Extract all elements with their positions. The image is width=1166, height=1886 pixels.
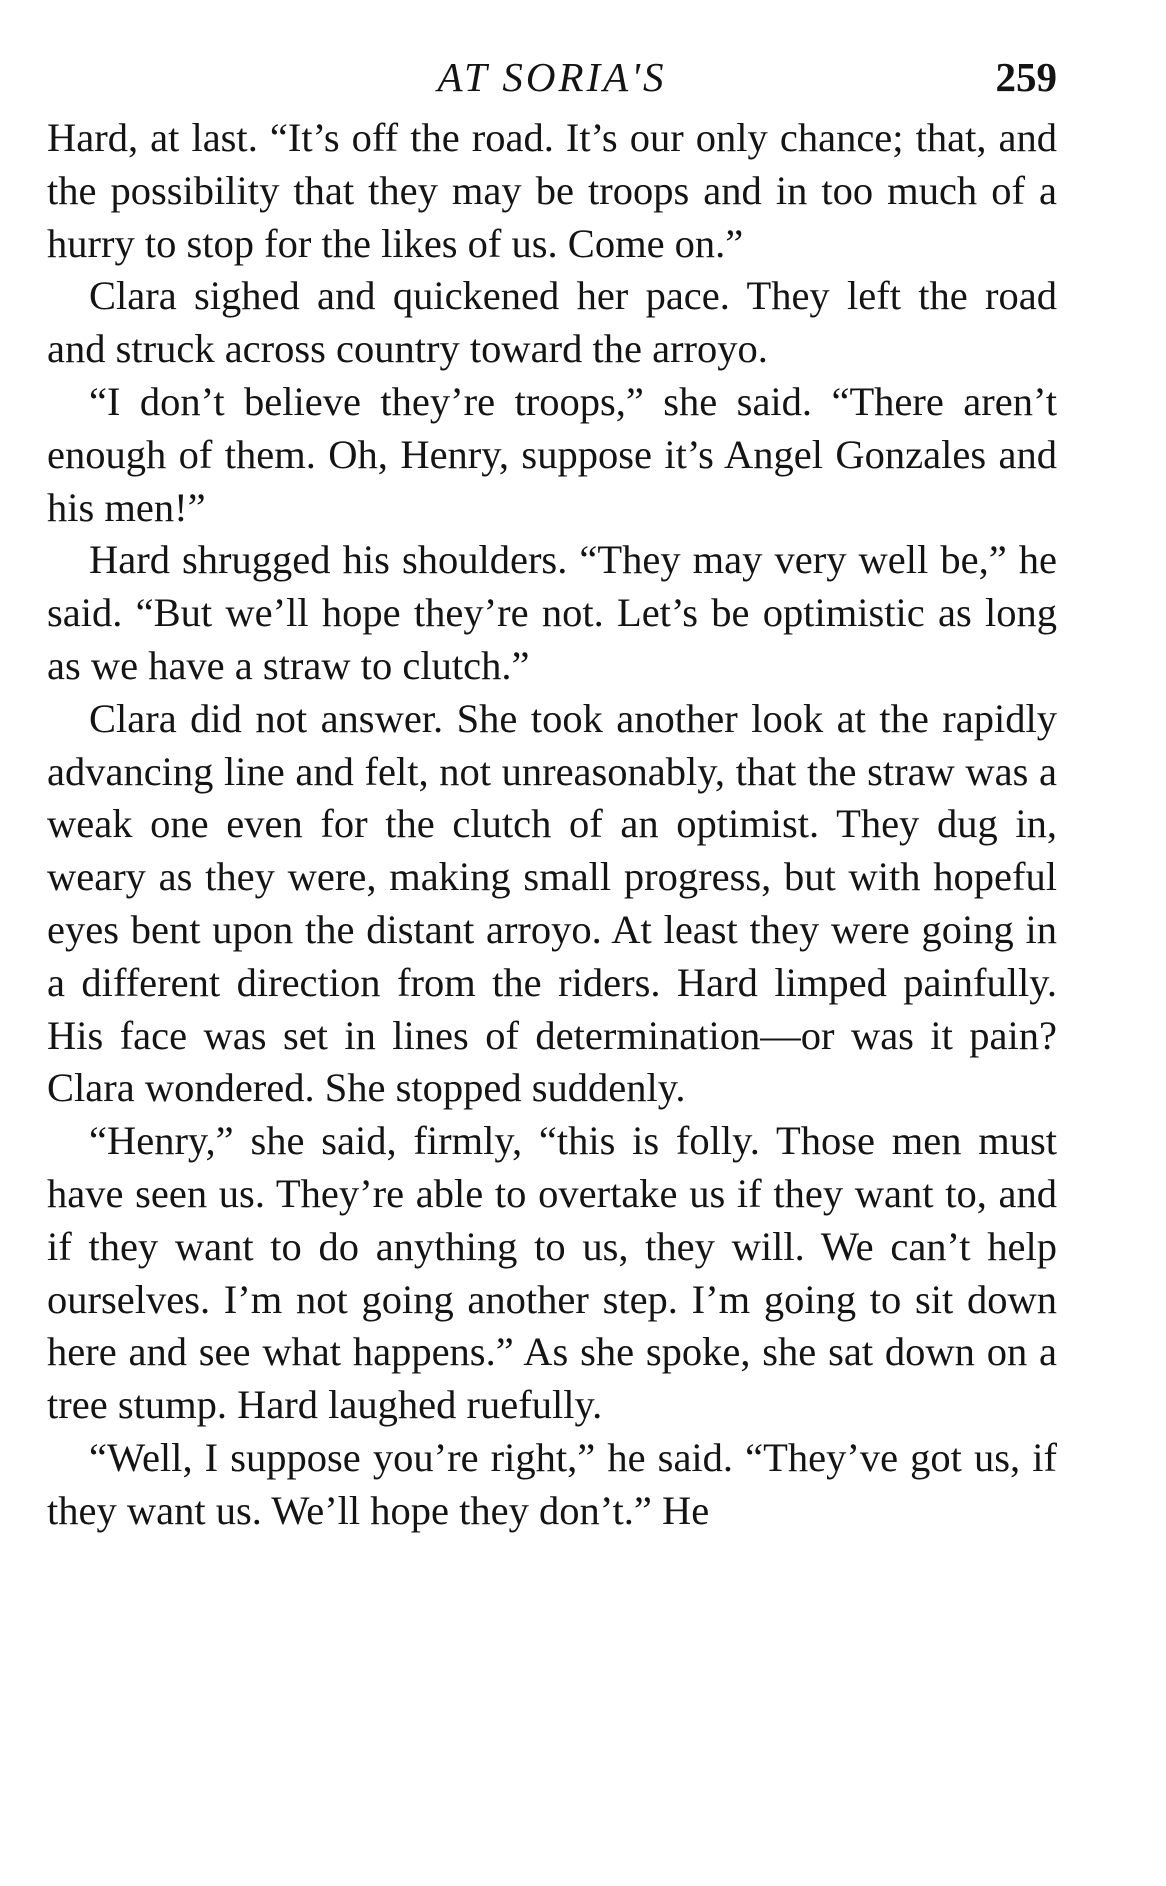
running-head: [47, 52, 1057, 102]
page-number: 259: [995, 54, 1057, 100]
paragraph: Hard, at last. “It’s off the road. It’s our only chance; that, and the possibility that they may be troops and in too much of a hurry to stop for the likes of us. Come on.”: [47, 115, 1057, 266]
paragraph: “Well, I suppose you’re right,” he said. “They’ve got us, if they want us. We’ll hope they don’t.” He: [47, 1434, 1057, 1533]
running-title: AT SORIA'S: [437, 54, 667, 100]
paragraph: Clara sighed and quickened her pace. They left the road and struck across country toward the arroyo.: [47, 273, 1057, 372]
paragraph: “I don’t believe they’re troops,” she said. “There aren’t enough of them. Oh, Henry, suppose it’s Angel Gonzales and his men!”: [47, 378, 1057, 530]
paragraph: Hard shrugged his shoulders. “They may very well be,” he said. “But we’ll hope they’re not. Let’s be optimistic as long as we have a straw to clutch.”: [47, 537, 1057, 688]
book-page: [47, 52, 1057, 1538]
paragraph: “Henry,” she said, firmly, “this is folly. Those men must have seen us. They’re able to overtake us if they want to, and if they want to do anything to us, they will. We can’t help ourselves. I’m not going another step. I’m going to sit down here and see what happens.” As she spoke, she sat down on a tree stump. Hard laughed ruefully.: [47, 1118, 1057, 1428]
paragraph: Clara did not answer. She took another look at the rapidly advancing line and felt, not unreasonably, that the straw was a weak one even for the clutch of an optimist. They dug in, weary as they were, making small progress, but with hopeful eyes bent upon the distant arroyo. At least they were going in a different direction from the riders. Hard limped painfully. His face was set in lines of determination—or was it pain? Clara wondered. She stopped suddenly.: [47, 695, 1057, 1111]
body-text: [47, 112, 1057, 1538]
